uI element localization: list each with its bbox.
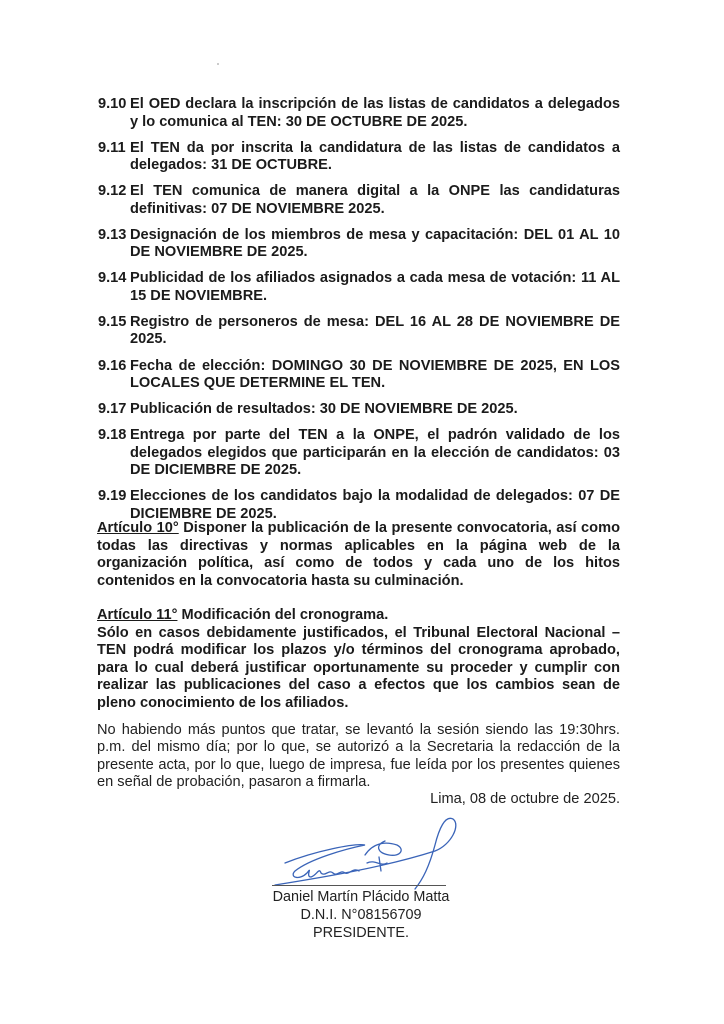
item-text: Registro de personeros de mesa: DEL 16 AL 28 DE NOVIEMBRE DE 2025. bbox=[130, 313, 620, 348]
item-number: 9.13 bbox=[98, 226, 127, 243]
closing-paragraph: No habiendo más puntos que tratar, se levantó la sesión siendo las 19:30hrs. p.m. del mismo día; por lo que, se autorizó a la Secretaria la redacción de la presente acta, por lo que, luego de impresa, fue leída por los presentes quienes en señal de probación, pasaron a firmarla. bbox=[97, 722, 620, 790]
article-10-label: Artículo 10° bbox=[97, 520, 179, 536]
schedule-item bbox=[98, 96, 620, 131]
schedule-item bbox=[98, 314, 620, 349]
schedule-item bbox=[98, 427, 620, 480]
item-text: Entrega por parte del TEN a la ONPE, el padrón validado de los delegados elegidos que participarán en la elección de candidatos: 03 DE DICIEMBRE DE 2025. bbox=[130, 427, 620, 479]
item-number: 9.17 bbox=[98, 401, 127, 418]
signature-loop bbox=[365, 841, 401, 855]
signature-stroke bbox=[285, 845, 365, 878]
item-number: 9.18 bbox=[98, 427, 127, 444]
signature-cross bbox=[367, 857, 387, 871]
article-10 bbox=[97, 520, 620, 590]
item-text: Publicación de resultados: 30 DE NOVIEMBRE DE 2025. bbox=[130, 401, 518, 418]
item-text: El TEN comunica de manera digital a la ONPE las candidaturas definitivas: 07 DE NOVIEMBRE 2025. bbox=[130, 183, 620, 217]
item-number: 9.10 bbox=[98, 96, 127, 112]
item-number: 9.14 bbox=[98, 270, 127, 287]
item-text: El TEN da por inscrita la candidatura de las listas de candidatos a delegados: 31 DE OCTUBRE. bbox=[130, 139, 620, 174]
item-text: Publicidad de los afiliados asignados a cada mesa de votación: 11 AL 15 DE NOVIEMBRE. bbox=[130, 270, 620, 304]
schedule-item bbox=[98, 401, 620, 419]
item-text: Elecciones de los candidatos bajo la modalidad de delegados: 07 DE DICIEMBRE DE 2025. bbox=[130, 488, 620, 522]
schedule-item bbox=[98, 183, 620, 218]
signer-block bbox=[250, 888, 472, 942]
scan-speck bbox=[217, 63, 219, 65]
item-text: Designación de los miembros de mesa y capacitación: DEL 01 AL 10 DE NOVIEMBRE DE 2025. bbox=[130, 226, 620, 261]
schedule-item bbox=[98, 140, 620, 175]
signer-name: Daniel Martín Plácido Matta bbox=[272, 889, 450, 905]
article-11-text: Sólo en casos debidamente justificados, el Tribunal Electoral Nacional – TEN podrá modificar los plazos y/o términos del cronograma aprobado, para lo cual deberá justificar oportunamente su proceder y cumplir con realizar las publicaciones del caso a efectos que los cambios sean de pleno conocimiento de los afiliados. bbox=[97, 624, 620, 711]
item-number: 9.11 bbox=[98, 139, 126, 156]
item-number: 9.12 bbox=[98, 183, 127, 200]
signature-line bbox=[272, 885, 446, 886]
place-date: Lima, 08 de octubre de 2025. bbox=[430, 791, 620, 807]
article-11-title: Modificación del cronograma. bbox=[177, 607, 389, 623]
article-11 bbox=[97, 607, 620, 712]
signer-role: PRESIDENTE. bbox=[313, 925, 409, 941]
item-number: 9.19 bbox=[98, 488, 127, 505]
article-10-text: Disponer la publicación de la presente convocatoria, así como todas las directivas y normas aplicables en la página web de la organización política, así como de todos y cada uno de los hitos contenidos en la convocatoria hasta su culminación. bbox=[97, 520, 620, 589]
schedule-list bbox=[98, 96, 620, 532]
item-text: Fecha de elección: DOMINGO 30 DE NOVIEMBRE DE 2025, EN LOS LOCALES QUE DETERMINE EL TEN. bbox=[130, 357, 620, 392]
schedule-item bbox=[98, 488, 620, 523]
item-number: 9.15 bbox=[98, 313, 127, 330]
schedule-item bbox=[98, 270, 620, 305]
schedule-item bbox=[98, 358, 620, 393]
item-text: El OED declara la inscripción de las listas de candidatos a delegados y lo comunica al TEN: 30 DE OCTUBRE DE 2025. bbox=[130, 96, 620, 130]
signer-dni: D.N.I. N°08156709 bbox=[300, 907, 422, 923]
item-number: 9.16 bbox=[98, 357, 127, 374]
handwritten-signature bbox=[255, 815, 475, 895]
schedule-item bbox=[98, 227, 620, 262]
article-11-label: Artículo 11° bbox=[97, 607, 178, 623]
